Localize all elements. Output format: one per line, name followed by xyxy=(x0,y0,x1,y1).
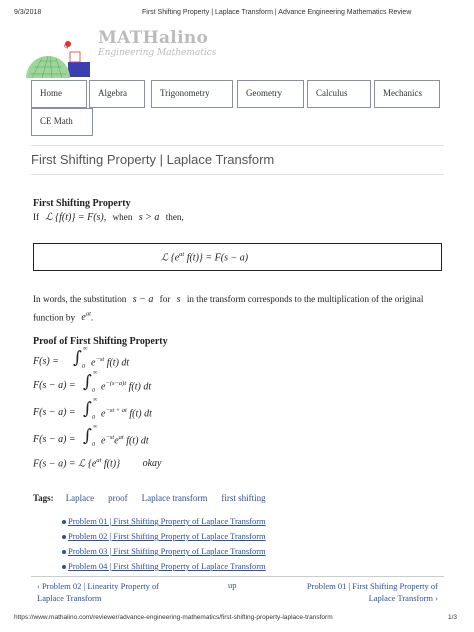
integral-sign: ∫ xyxy=(73,348,82,368)
words-end: . xyxy=(90,312,94,323)
site-name[interactable]: MATHalino xyxy=(98,28,209,48)
pager-next-line2: Laplace Transform › xyxy=(368,593,438,603)
site-tagline: Engineering Mathematics xyxy=(98,48,217,58)
svg-text:Q: Q xyxy=(64,43,69,50)
proof-equations xyxy=(33,348,333,454)
property-condition xyxy=(33,212,184,223)
pager-next-line1: Problem 01 | First Shifting Property of xyxy=(306,581,438,591)
proof-line-lhs: F(s − a) = xyxy=(33,407,76,418)
proof-line-lhs: F(s − a) = xyxy=(33,380,76,391)
pager-divider xyxy=(31,576,444,577)
tag-link[interactable]: proof xyxy=(108,493,128,503)
words-sub: s − a xyxy=(132,294,154,305)
divider xyxy=(31,174,444,175)
proof-line-lhs: F(s − a) = xyxy=(33,434,76,445)
nav-ce-math[interactable]: CE Math xyxy=(31,108,93,136)
condition-lhs: ℒ {f(t)} = F(s), xyxy=(45,212,107,223)
print-date: 9/3/2018 xyxy=(14,9,42,16)
nav-trigonometry[interactable]: Trigonometry xyxy=(151,80,233,108)
tag-link[interactable]: Laplace transform xyxy=(141,493,208,503)
upper-limit: ∞ xyxy=(93,397,98,403)
condition-rhs: s > a xyxy=(138,212,160,223)
pager-prev-line1: ‹ Problem 02 | Linearity Property of xyxy=(37,581,160,591)
proof-conclusion xyxy=(33,457,161,469)
final-line-lhs: F(s − a) = ℒ {e xyxy=(33,458,97,470)
bullet-icon xyxy=(62,520,66,524)
integral-sign: ∫ xyxy=(83,399,92,419)
integral-sign: ∫ xyxy=(83,372,92,392)
words-eat-exp: at xyxy=(85,311,91,318)
then-word: then, xyxy=(165,212,184,222)
words-eat: e xyxy=(81,312,86,324)
lower-limit: 0 xyxy=(92,442,95,448)
words-s: s xyxy=(176,294,181,305)
lower-limit: 0 xyxy=(92,415,95,421)
final-line-ok: okay xyxy=(142,458,162,470)
tags-label: Tags: xyxy=(33,493,54,503)
words-part2: in the transform corresponds to the multiplication of the original xyxy=(186,294,424,304)
boxed-formula-rhs: f(t)} = F(s − a) xyxy=(184,252,249,264)
formula-box xyxy=(33,243,442,271)
divider xyxy=(31,145,444,146)
final-line-rhs: f(t)} xyxy=(101,458,121,470)
print-page-title: First Shifting Property | Laplace Transform | Advance Engineering Mathematics Review xyxy=(142,9,412,16)
related-problem-link[interactable]: Problem 04 | First Shifting Property of Laplace Transform xyxy=(68,561,266,571)
section-heading: First Shifting Property xyxy=(33,198,131,209)
tags-row xyxy=(33,488,266,506)
print-page-number: 1/3 xyxy=(448,614,458,621)
pager-up-link[interactable]: up xyxy=(228,580,237,590)
pager-previous-link[interactable] xyxy=(37,580,159,604)
words-part3: function by xyxy=(33,312,76,323)
nav-algebra[interactable]: Algebra xyxy=(89,80,145,108)
upper-limit: ∞ xyxy=(93,370,98,376)
proof-line-integrand: $e^{-(s-a)t}$ f(t) dt xyxy=(101,380,152,393)
bullet-icon xyxy=(62,535,66,539)
related-problem-link[interactable]: Problem 01 | First Shifting Property of Laplace Transform xyxy=(68,516,266,526)
pager-next-link[interactable] xyxy=(292,580,438,604)
if-word: If xyxy=(33,212,40,222)
nav-calculus[interactable]: Calculus xyxy=(307,80,371,108)
nav-mechanics[interactable]: Mechanics xyxy=(374,80,440,108)
proof-line-integrand: $e^{-st}e^{at}$ f(t) dt xyxy=(101,434,149,447)
related-problem-link[interactable]: Problem 02 | First Shifting Property of Laplace Transform xyxy=(68,531,266,541)
tag-link[interactable]: first shifting xyxy=(221,493,266,503)
site-logo[interactable] xyxy=(22,36,94,80)
boxed-formula xyxy=(161,251,248,263)
upper-limit: ∞ xyxy=(93,424,98,430)
bullet-icon xyxy=(62,565,66,569)
explanation-paragraph xyxy=(33,292,443,325)
nav-home[interactable]: Home xyxy=(31,80,87,108)
pager-prev-line2: Laplace Transform xyxy=(37,593,102,603)
boxed-formula-lhs: ℒ {e xyxy=(161,252,180,264)
proof-line-integrand: $e^{-st + at}$ f(t) dt xyxy=(101,407,152,420)
integral-sign: ∫ xyxy=(83,426,92,446)
lower-limit: 0 xyxy=(82,364,85,370)
when-word: when xyxy=(112,212,133,222)
bullet-icon xyxy=(62,550,66,554)
final-line-exp: at xyxy=(96,457,102,464)
related-problem-link[interactable]: Problem 03 | First Shifting Property of Laplace Transform xyxy=(68,546,266,556)
tag-link[interactable]: Laplace xyxy=(65,493,95,503)
proof-heading: Proof of First Shifting Property xyxy=(33,336,168,347)
geodesic-dome-icon xyxy=(22,36,94,80)
proof-line-lhs: F(s) = xyxy=(33,356,59,367)
upper-limit: ∞ xyxy=(83,346,88,352)
boxed-formula-exp: at xyxy=(179,251,185,258)
words-for: for xyxy=(159,294,171,304)
lower-limit: 0 xyxy=(92,388,95,394)
print-url: https://www.mathalino.com/reviewer/advance-engineering-mathematics/first-shifting-property-laplace-transform xyxy=(14,614,333,621)
page-title: First Shifting Property | Laplace Transform xyxy=(31,152,275,167)
nav-geometry[interactable]: Geometry xyxy=(237,80,304,108)
proof-line-integrand: $e^{-st}$ f(t) dt xyxy=(91,356,130,369)
words-part1: In words, the substitution xyxy=(33,294,127,304)
